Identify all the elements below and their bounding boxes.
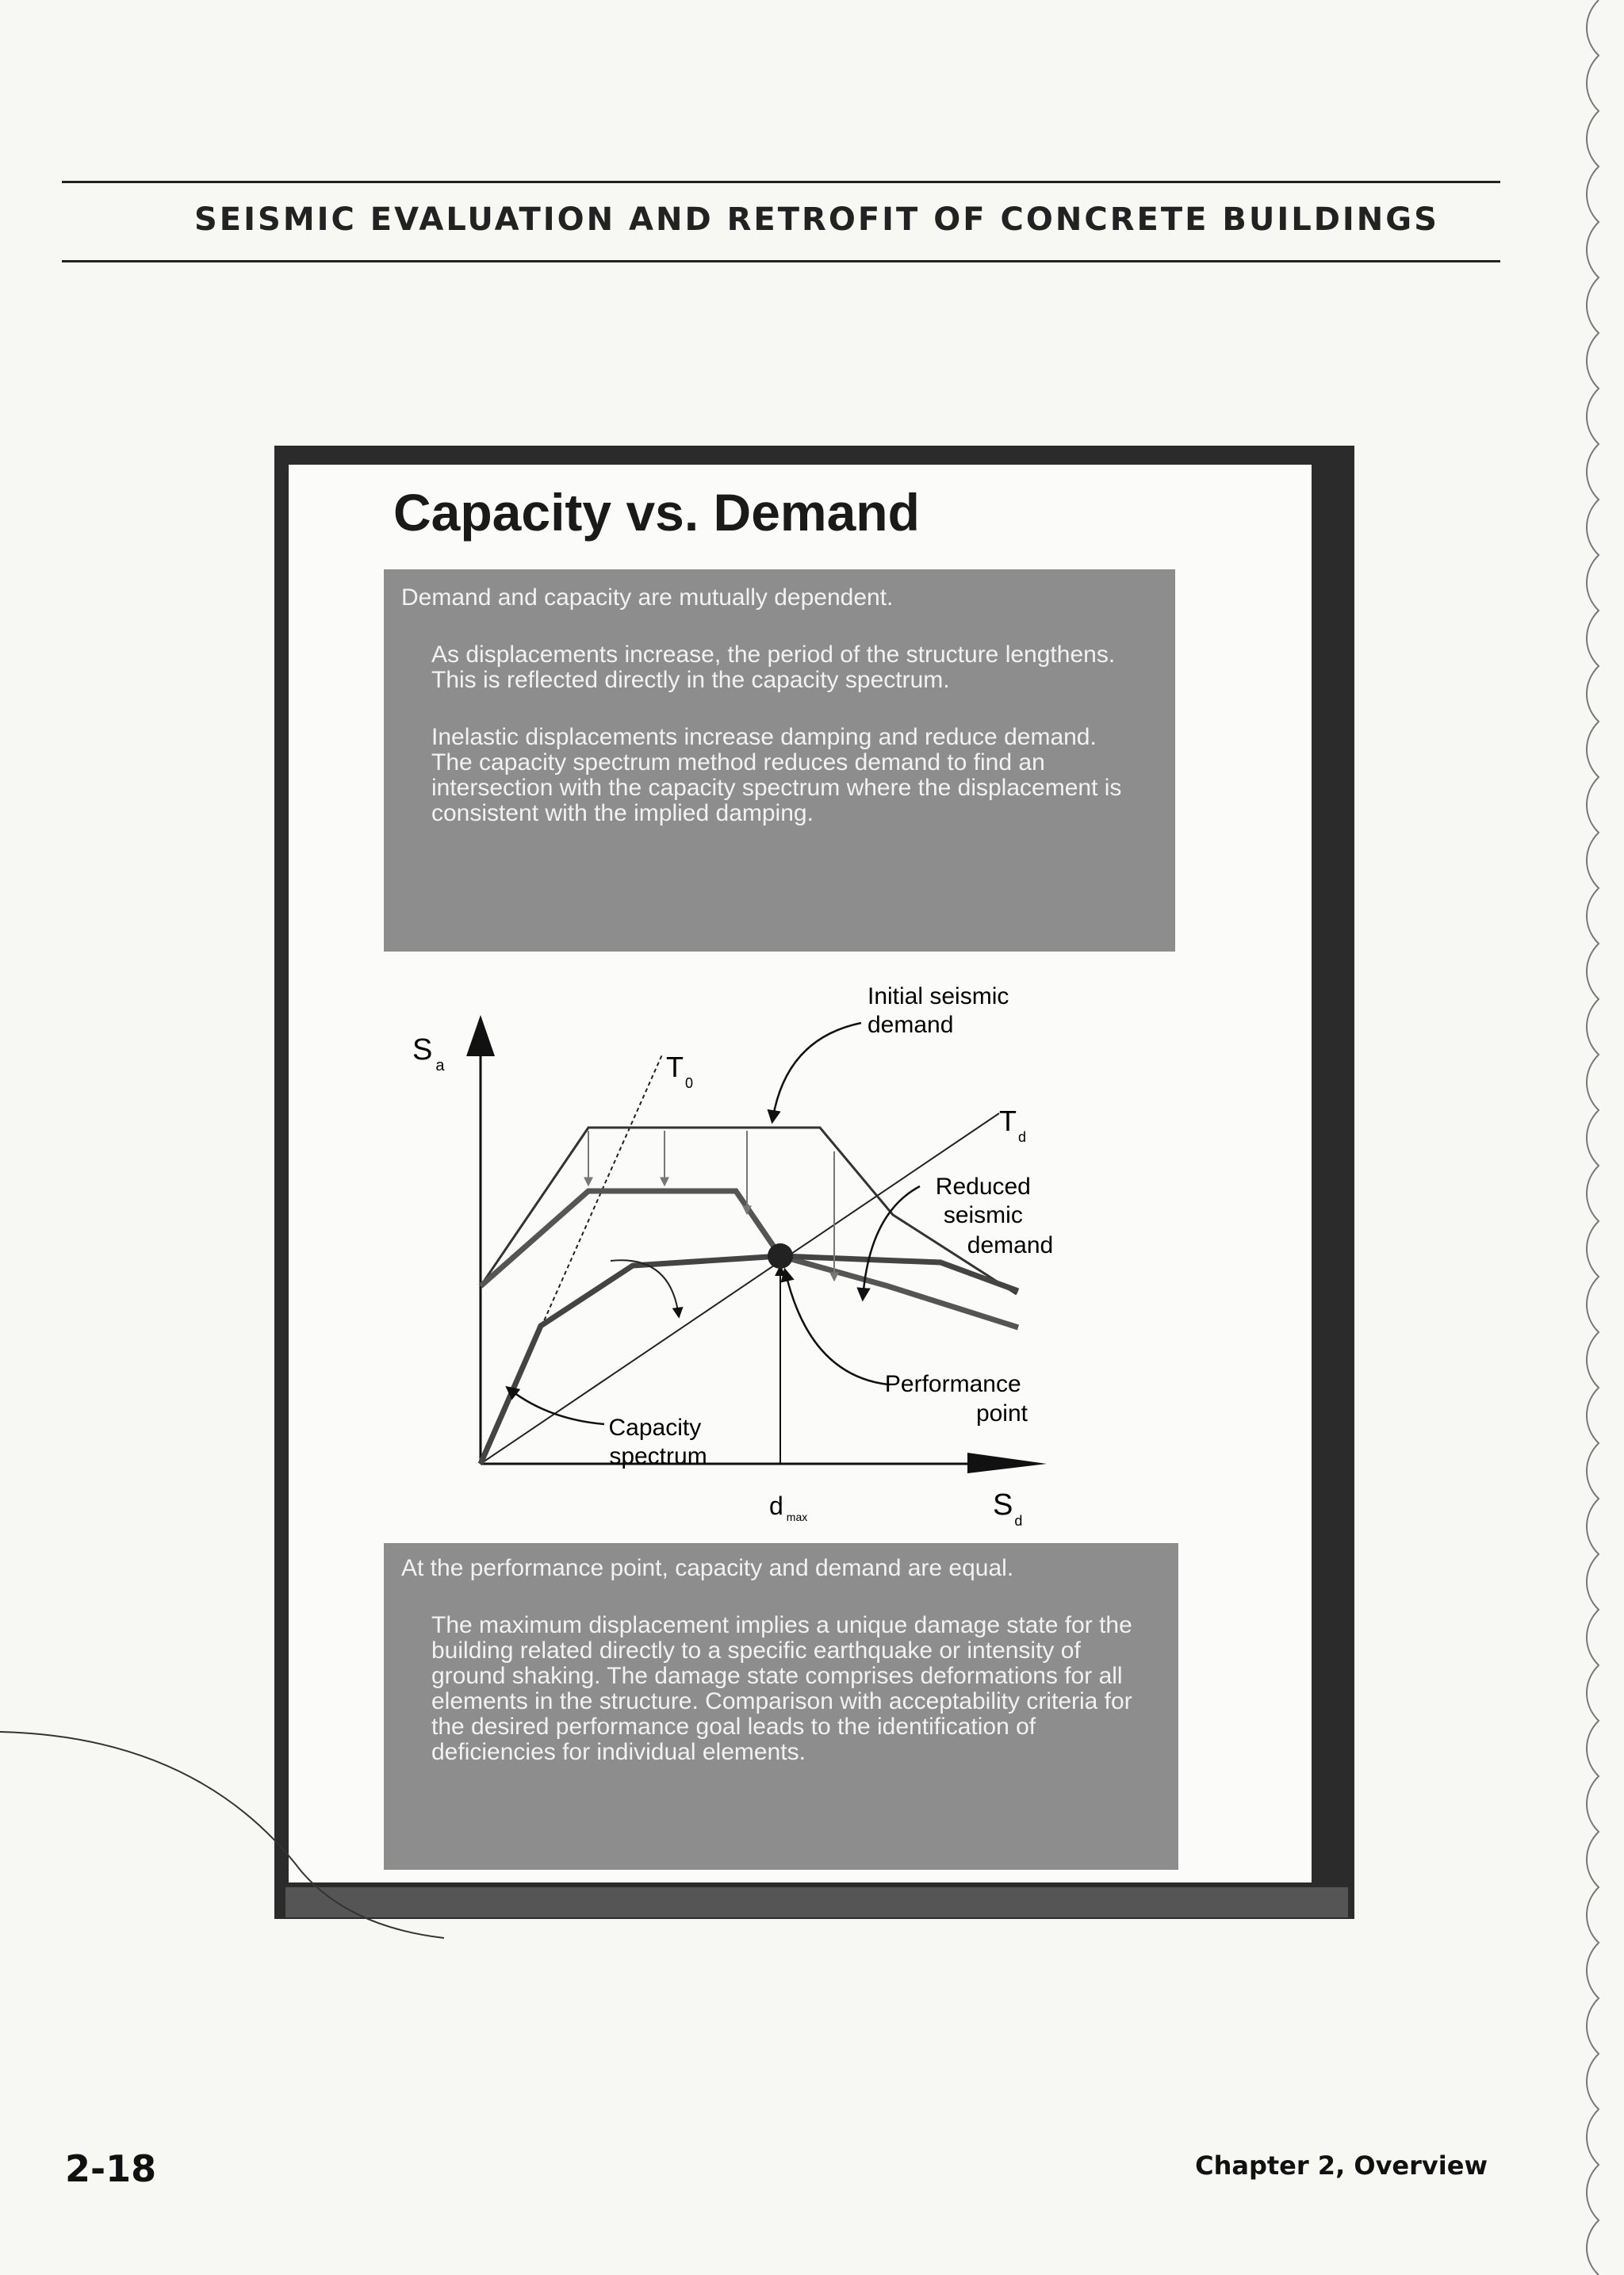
- binding-edge: [1575, 0, 1619, 2275]
- note-item: The maximum displacement implies a unique damage state for the building related directly to a specific earthquake or intensity of ground shaking. The damage state comprises deformations for all elements in the structure. Comparison with acceptability criteria for the desired performance goal leads to the identification of deficiencies for individual elements.: [431, 1612, 1132, 1765]
- chapter-label: Chapter 2, Overview: [1195, 2151, 1488, 2181]
- x-axis-label: S $_d$: [993, 1488, 1023, 1529]
- note-lead: At the performance point, capacity and demand are equal.: [401, 1555, 1014, 1581]
- capacity-spectrum-curve: [481, 1256, 1018, 1464]
- initial-demand-leader: [772, 1023, 861, 1121]
- x-axis-arrowhead: [967, 1453, 1047, 1473]
- page-header-title: SEISMIC EVALUATION AND RETROFIT OF CONCRETE BUILDINGS: [194, 201, 1439, 238]
- note-box-mutual-dependence: [384, 569, 1175, 952]
- slide-frame-bottom-band: [285, 1887, 1348, 1917]
- y-axis-arrowhead: [466, 1015, 495, 1056]
- capacity-spectrum-leader: [508, 1388, 604, 1424]
- note-lead: Demand and capacity are mutually dependent.: [401, 584, 894, 611]
- td-label: T $_d$: [999, 1105, 1027, 1145]
- stray-pen-line: [0, 1713, 444, 1951]
- performance-point-leader: [785, 1270, 888, 1385]
- header-rule-top: [62, 181, 1500, 183]
- performance-point: [768, 1243, 793, 1269]
- capacity-demand-diagram: [396, 975, 1126, 1546]
- initial-demand-label: Initial seismic demand: [868, 983, 1009, 1038]
- reduced-demand-label: Reduced seismic demand: [935, 1174, 1054, 1258]
- t0-label: T $_0$: [666, 1051, 694, 1091]
- capacity-spectrum-label: Capacity spectrum: [608, 1415, 707, 1469]
- performance-point-label: Performance point: [884, 1371, 1028, 1427]
- note-item: Inelastic displacements increase damping and reduce demand. The capacity spectrum method reduces demand to find an intersection with the capacity spectrum where the displacement is consistent with the implied damping.: [431, 724, 1122, 826]
- header-rule-bottom: [62, 260, 1500, 262]
- note-box-performance-point: [384, 1543, 1178, 1870]
- page-number: 2-18: [65, 2147, 157, 2190]
- dmax-label: d $_{max}$: [769, 1492, 808, 1523]
- y-axis-label: S $_a$: [412, 1033, 445, 1074]
- note-item: As displacements increase, the period of the structure lengthens. This is reflected directly in the capacity spectrum.: [431, 642, 1116, 693]
- period-shift-arrow: [611, 1260, 679, 1316]
- td-period-line: [481, 1113, 999, 1464]
- slide-title: Capacity vs. Demand: [393, 483, 920, 542]
